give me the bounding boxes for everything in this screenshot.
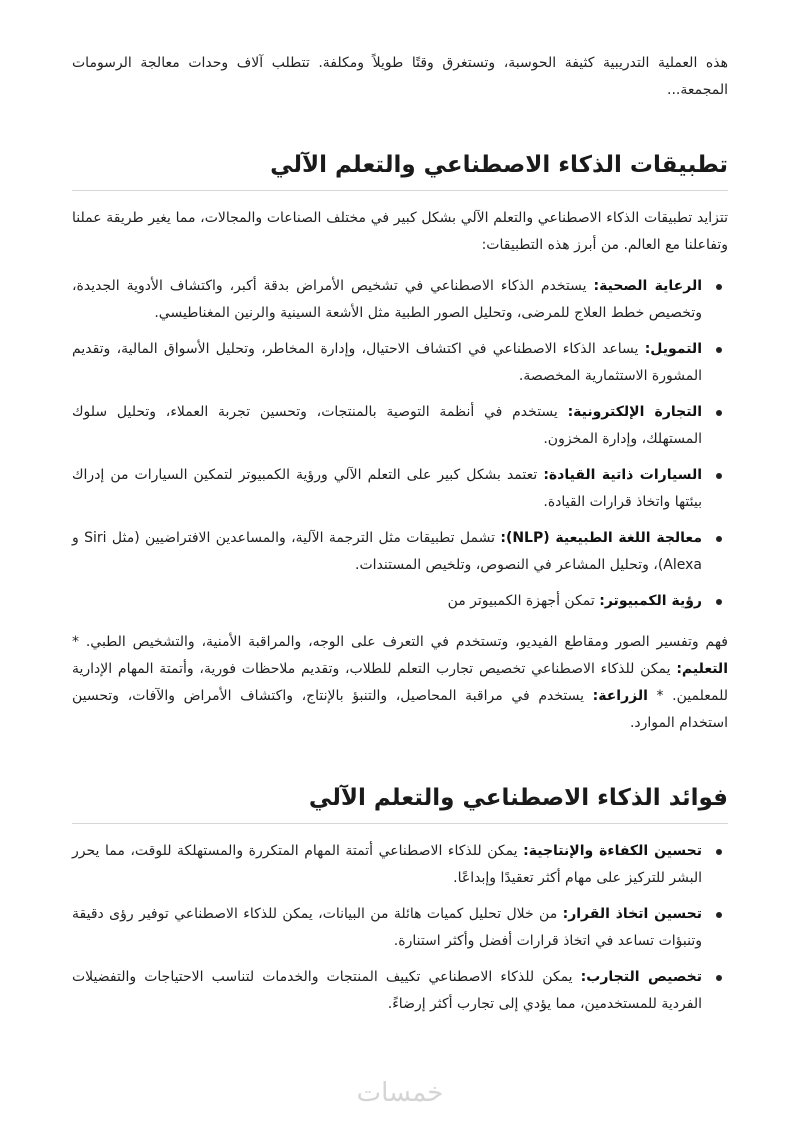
applications-intro: تتزايد تطبيقات الذكاء الاصطناعي والتعلم الآلي بشكل كبير في مختلف الصناعات والمجالات، مما يغير طريقة عملنا وتفاعلنا مع العالم. من أبرز هذه التطبيقات: (72, 210, 728, 253)
item-term: تحسين اتخاذ القرار: (562, 906, 702, 922)
section-heading-benefits: فوائد الذكاء الاصطناعي والتعلم الآلي (72, 781, 728, 824)
list-item (72, 525, 702, 579)
list-item (72, 273, 702, 327)
item-text: يساعد الذكاء الاصطناعي في اكتشاف الاحتيال، وإدارة المخاطر، وتحليل الأسواق المالية، وتقديم المشورة الاستثمارية المخصصة. (72, 341, 702, 384)
item-term: التجارة الإلكترونية: (567, 404, 702, 420)
list-item (72, 336, 702, 390)
section-heading-applications: تطبيقات الذكاء الاصطناعي والتعلم الآلي (72, 148, 728, 191)
item-term: رؤية الكمبيوتر: (599, 593, 702, 609)
item-text: تعتمد بشكل كبير على التعلم الآلي ورؤية الكمبيوتر لتمكين السيارات من إدراك بيئتها واتخاذ قرارات القيادة. (72, 467, 702, 510)
item-term: التمويل: (644, 341, 702, 357)
document-page (72, 50, 728, 1027)
list-item (72, 588, 702, 615)
item-text: يستخدم الذكاء الاصطناعي في تشخيص الأمراض بدقة أكبر، واكتشاف الأدوية الجديدة، وتخصيص خطط العلاج للمرضى، وتحليل الصور الطبية مثل الأشعة السينية والرنين المغناطيسي. (72, 278, 702, 321)
list-item (72, 399, 702, 453)
education-term: التعليم: (676, 661, 728, 677)
continuation-text: يمكن للذكاء الاصطناعي تخصيص تجارب التعلم للطلاب، وتقديم ملاحظات فورية، وأتمتة المهام الإدارية للمعلمين. * (72, 661, 728, 704)
list-item (72, 964, 702, 1018)
continuation-paragraph (72, 629, 728, 737)
applications-list (72, 273, 728, 615)
item-text: تمكن أجهزة الكمبيوتر من (447, 593, 600, 609)
continuation-text: يستخدم في مراقبة المحاصيل، والتنبؤ بالإنتاج، واكتشاف الأمراض والآفات، وتحسين استخدام الموارد. (72, 688, 728, 731)
agriculture-term: الزراعة: (592, 688, 648, 704)
item-text: يستخدم في أنظمة التوصية بالمنتجات، وتحسين تجربة العملاء، وتحليل سلوك المستهلك، وإدارة المخزون. (72, 404, 702, 447)
item-text: يمكن للذكاء الاصطناعي أتمتة المهام المتكررة والمستهلكة للوقت، مما يحرر البشر للتركيز على مهام أكثر تعقيدًا وإبداعًا. (72, 843, 702, 886)
benefits-list (72, 838, 728, 1018)
item-term: السيارات ذاتية القيادة: (543, 467, 703, 483)
intro-paragraph: هذه العملية التدريبية كثيفة الحوسبة، وتستغرق وقتًا طويلاً ومكلفة. تتطلب آلاف وحدات معالجة الرسومات المجمعة... (72, 55, 728, 98)
list-item (72, 462, 702, 516)
item-term: الرعاية الصحية: (593, 278, 702, 294)
item-term: تحسين الكفاءة والإنتاجية: (523, 843, 703, 859)
item-term: تخصيص التجارب: (580, 969, 702, 985)
list-item (72, 901, 702, 955)
item-term: معالجة اللغة الطبيعية (NLP): (500, 530, 703, 546)
item-text: من خلال تحليل كميات هائلة من البيانات، يمكن للذكاء الاصطناعي توفير رؤى دقيقة وتنبؤات تساعد في اتخاذ قرارات أفضل وأكثر استنارة. (72, 906, 702, 949)
watermark-logo: خمسات (356, 1078, 444, 1108)
item-text: تشمل تطبيقات مثل الترجمة الآلية، والمساعدين الافتراضيين (مثل Siri و Alexa)، وتحليل المشاعر في النصوص، وتلخيص المستندات. (72, 530, 702, 573)
list-item (72, 838, 702, 892)
item-text: يمكن للذكاء الاصطناعي تكييف المنتجات والخدمات لتناسب الاحتياجات والتفضيلات الفردية للمستخدمين، مما يؤدي إلى تجارب أكثر إرضاءً. (72, 969, 702, 1012)
continuation-text: فهم وتفسير الصور ومقاطع الفيديو، وتستخدم في التعرف على الوجه، والمراقبة الأمنية، والتشخيص الطبي. * (72, 634, 728, 650)
